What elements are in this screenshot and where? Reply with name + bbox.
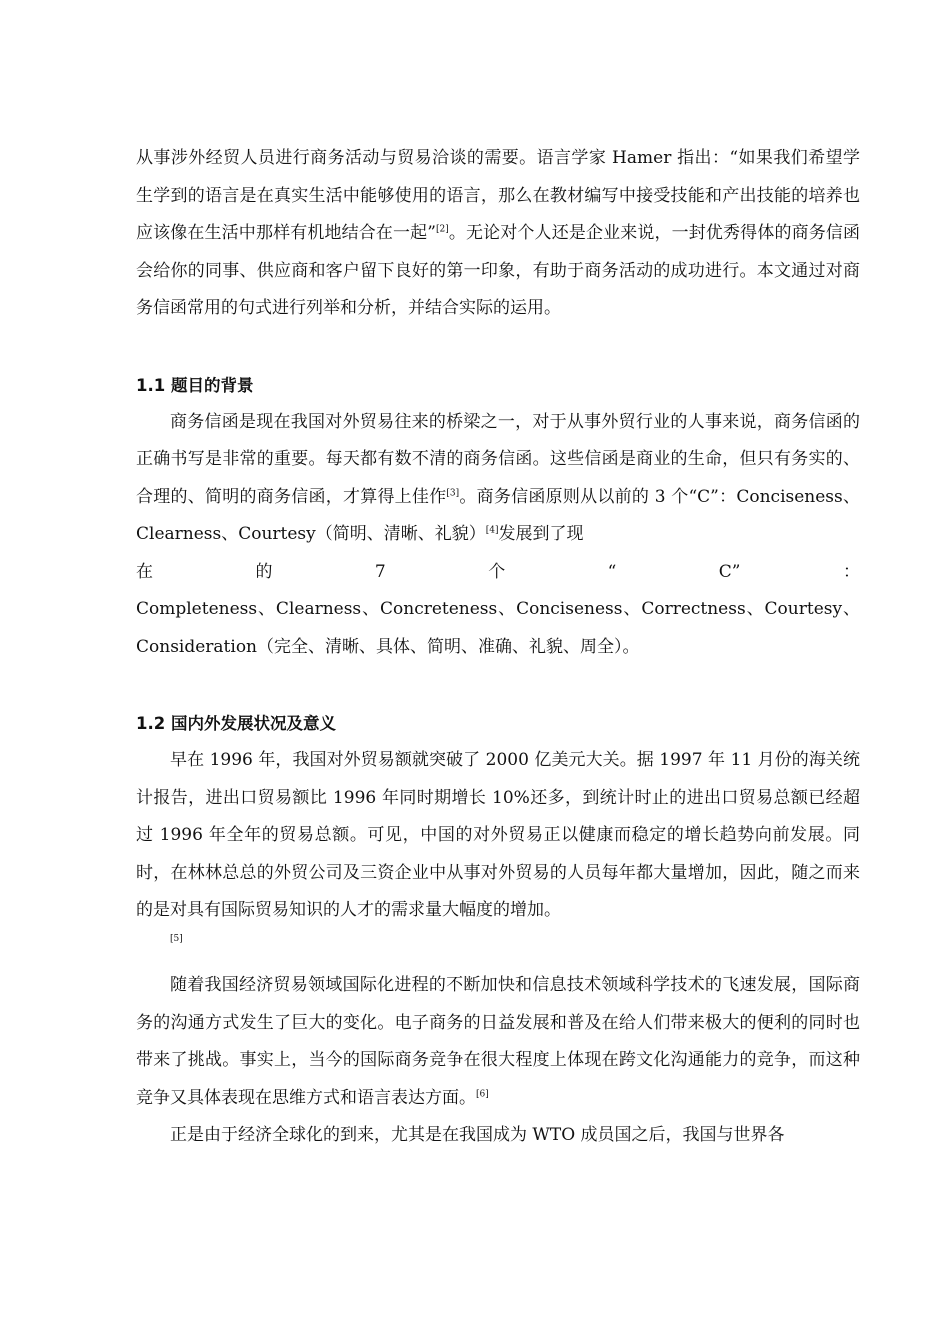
spread-word: 在: [136, 561, 153, 582]
spread-word: C”: [718, 561, 741, 582]
spread-word: “: [607, 561, 617, 582]
spread-word: ：: [842, 561, 860, 582]
development-paragraph-1: [136, 742, 860, 967]
intro-paragraph: [136, 140, 860, 328]
development-text-2: 随着我国经济贸易领域国际化进程的不断加快和信息技术领域科学技术的飞速发展，国际商务的沟通方式发生了巨大的变化。电子商务的日益发展和普及在给人们带来极大的便利的同时也带来了挑战。事实上，当今的国际商务竞争在很大程度上体现在跨文化沟通能力的竞争，而这种竞争又具体表现在思维方式和语言表达方面。: [136, 975, 860, 1108]
intro-text: 从事涉外经贸人员进行商务活动与贸易洽谈的需要。语言学家 Hamer 指出：“如果我们希望学生学到的语言是在真实生活中能够使用的语言，那么在教材编写中接受技能和产出技能的培养也应该像在生活中那样有机地结合在一起”: [136, 148, 860, 243]
spread-word: 的: [255, 561, 273, 582]
background-text-2: 。商务信函原则从以前的 3 个“C”：Conciseness、Clearness、Courtesy（简明、清晰、礼貌）: [136, 486, 860, 544]
spread-line: [136, 554, 860, 592]
development-paragraph-2: [136, 967, 860, 1117]
background-paragraph: [136, 404, 860, 554]
development-paragraph-3: 正是由于经济全球化的到来，尤其是在我国成为 WTO 成员国之后，我国与世界各: [170, 1125, 785, 1145]
citation-4: [4]: [485, 525, 499, 536]
principles-paragraph: Completeness、Clearness、Concreteness、Conciseness、Correctness、Courtesy、Consideration（完全、清晰、具体、简明、准确、礼貌、周全）。: [136, 599, 860, 657]
citation-3: [3]: [446, 488, 460, 499]
spread-word: 个: [488, 561, 506, 582]
background-text: 商务信函是现在我国对外贸易往来的桥梁之一，对于从事外贸行业的人事来说，商务信函的正确书写是非常的重要。每天都有数不清的商务信函。这些信函是商业的生命，但只有务实的、合理的、简明的商务信函，才算得上佳作: [136, 411, 860, 507]
section-heading-1-2: 1.2 国内外发展状况及意义: [136, 714, 336, 733]
development-text-1: 早在 1996 年，我国对外贸易额就突破了 2000 亿美元大关。据 1997 年 11 月份的海关统计报告，进出口贸易额比 1996 年同时期增长 10%还多，到统计时止的进出口贸易总额已经超过 1996 年全年的贸易总额。可见，中国的对外贸易正以健康而稳定的增长趋势向前发展。同时，在林林总总的外贸公司及三资企业中从事对外贸易的人员每年都大量增加，因此，随之而来的是对具有国际贸易知识的人才的需求量大幅度的增加。: [136, 750, 860, 920]
intro-text-continued: 。无论对个人还是企业来说，一封优秀得体的商务信函会给你的同事、供应商和客户留下良好的第一印象，有助于商务活动的成功进行。本文通过对商务信函常用的句式进行列举和分析，并结合实际的运用。: [136, 223, 860, 318]
background-text-3: 发展到了现: [498, 524, 584, 544]
citation-2: [2]: [436, 224, 449, 235]
document-body: [136, 140, 860, 1155]
section-heading-1-1: 1.1 题目的背景: [136, 375, 254, 395]
spread-word: 7: [374, 561, 386, 582]
citation-6: [6]: [476, 1089, 489, 1100]
citation-5: [5]: [170, 933, 183, 944]
